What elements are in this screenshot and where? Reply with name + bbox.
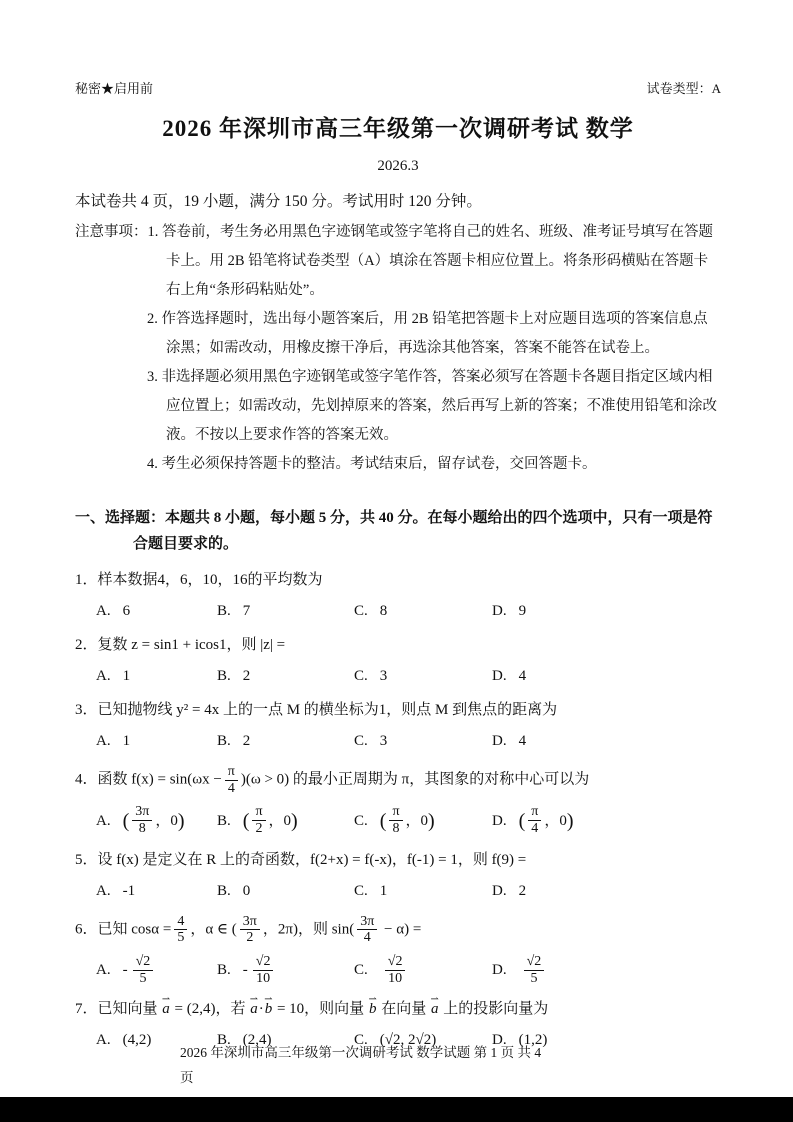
option-sign: - bbox=[242, 962, 248, 979]
option-a bbox=[96, 804, 217, 836]
fraction-denominator: 4 bbox=[363, 930, 371, 946]
stem-text: 6．已知 cosα = bbox=[75, 921, 172, 938]
option-value: (2,4) bbox=[242, 1032, 272, 1049]
option-label: C. bbox=[354, 812, 368, 829]
option-label: D. bbox=[492, 668, 507, 684]
notice-item-2: 2. 作答选择题时，选出每小题答案后，用 2B 铅笔把答题卡上对应题目选项的答案信息点涂黑；如需改动，用橡皮擦干净后，再选涂其他答案，答案不能答在试卷上。 bbox=[147, 311, 708, 356]
notice-item-4: 4. 考生必须保持答题卡的整洁。考试结束后，留存试卷，交回答题卡。 bbox=[147, 456, 597, 472]
fraction-denominator: 5 bbox=[530, 970, 538, 986]
option-label: C. bbox=[354, 962, 368, 979]
option-suffix: ，0 bbox=[268, 812, 292, 829]
section-heading: 一、选择题：本题共 8 小题，每小题 5 分，共 40 分。在每小题给出的四个选项中，只有一项是符合题目要求的。 bbox=[75, 510, 713, 552]
option-label: B. bbox=[217, 733, 231, 749]
fraction bbox=[225, 764, 238, 796]
vector-b: ⇀ b bbox=[369, 998, 377, 1021]
question-6-options bbox=[75, 954, 721, 986]
notice-item-1 bbox=[75, 218, 721, 305]
option-d bbox=[492, 665, 526, 687]
option-label: A. bbox=[96, 603, 111, 619]
fraction-denominator: 5 bbox=[139, 970, 147, 986]
fraction-numerator: π bbox=[389, 804, 402, 821]
question-4-stem bbox=[75, 764, 721, 796]
option-value: 3 bbox=[379, 668, 388, 684]
footer-line-2: 页 bbox=[180, 1070, 194, 1085]
option-b bbox=[217, 804, 354, 836]
close-paren: ) bbox=[566, 809, 574, 832]
question-4-options bbox=[75, 804, 721, 836]
option-label: D. bbox=[492, 882, 507, 899]
fraction bbox=[524, 954, 545, 986]
question-7-stem bbox=[75, 998, 721, 1021]
fraction-numerator: √2 bbox=[385, 954, 406, 971]
option-label: B. bbox=[217, 668, 231, 684]
question-2-options bbox=[75, 665, 721, 687]
fraction bbox=[528, 804, 541, 836]
open-paren: ( bbox=[518, 809, 526, 832]
stem-text: )(ω > 0) 的最小正周期为 π，其图象的对称中心可以为 bbox=[240, 771, 590, 788]
option-c bbox=[354, 880, 492, 902]
question-1 bbox=[75, 569, 721, 622]
fraction-denominator: 2 bbox=[255, 821, 263, 837]
option-value: 4 bbox=[518, 668, 527, 684]
fraction-numerator: π bbox=[225, 764, 238, 781]
fraction-denominator: 8 bbox=[392, 821, 400, 837]
security-label: 秘密★启用前 bbox=[75, 81, 154, 96]
option-suffix: ，0 bbox=[155, 812, 178, 829]
option-label: D. bbox=[492, 733, 507, 749]
fraction-denominator: 10 bbox=[256, 970, 271, 986]
option-label: D. bbox=[492, 603, 507, 619]
close-paren: ) bbox=[177, 809, 185, 832]
option-value: 1 bbox=[122, 668, 131, 684]
option-value: 4 bbox=[518, 733, 527, 749]
fraction-denominator: 4 bbox=[227, 780, 235, 796]
option-value: 0 bbox=[242, 882, 251, 899]
option-d bbox=[492, 880, 526, 902]
fraction-denominator: 5 bbox=[177, 930, 185, 946]
option-label: D. bbox=[492, 812, 507, 829]
fraction-numerator: 3π bbox=[357, 914, 377, 931]
question-2-stem: 2．复数 z = sin1 + icos1，则 |z| = bbox=[75, 637, 286, 653]
option-b bbox=[217, 600, 354, 622]
fraction-numerator: 3π bbox=[240, 914, 260, 931]
stem-text: 上的投影向量为 bbox=[439, 1001, 549, 1018]
option-a bbox=[96, 600, 217, 622]
notice-label: 注意事项： bbox=[75, 224, 148, 240]
vector-a: ⇀ a bbox=[250, 998, 258, 1021]
exam-date: 2026.3 bbox=[377, 158, 419, 174]
question-5-options bbox=[75, 880, 721, 902]
question-5-stem: 5．设 f(x) 是定义在 R 上的奇函数，f(2+x) = f(-x)，f(-1) = 1，则 f(9) = bbox=[75, 851, 527, 868]
stem-text: = 10，则向量 bbox=[273, 1001, 368, 1018]
option-value: 7 bbox=[242, 603, 251, 619]
option-a bbox=[96, 730, 217, 752]
notice-section bbox=[75, 218, 721, 479]
option-label: C. bbox=[354, 733, 368, 749]
option-label: B. bbox=[217, 812, 231, 829]
close-paren: ) bbox=[291, 809, 298, 832]
stem-text: − α) = bbox=[380, 921, 422, 938]
open-paren: ( bbox=[122, 809, 130, 832]
fraction bbox=[385, 954, 406, 986]
fraction-numerator: √2 bbox=[253, 954, 274, 971]
fraction-denominator: 4 bbox=[531, 821, 539, 837]
stem-text: ，2π)，则 sin( bbox=[262, 921, 355, 938]
footer-line-1: 2026 年深圳市高三年级第一次调研考试 数学试题 第 1 页 共 4 bbox=[180, 1045, 542, 1060]
option-value: (√2, 2√2) bbox=[379, 1032, 437, 1049]
option-d bbox=[492, 954, 547, 986]
question-6-stem bbox=[75, 914, 721, 946]
option-label: B. bbox=[217, 1032, 231, 1049]
option-c bbox=[354, 954, 492, 986]
dot-operator: · bbox=[258, 1001, 264, 1018]
close-paren: ) bbox=[428, 809, 435, 832]
option-label: C. bbox=[354, 668, 368, 684]
stem-text: 7．已知向量 bbox=[75, 1001, 162, 1018]
option-value: 2 bbox=[242, 668, 251, 684]
fraction-numerator: √2 bbox=[133, 954, 154, 971]
notice-item-3: 3. 非选择题必须用黑色字迹钢笔或签字笔作答，答案必须写在答题卡各题目指定区域内相应位置上；如需改动，先划掉原来的答案，然后再写上新的答案；不准使用铅笔和涂改液。不按以上要求作答的答案无效。 bbox=[147, 369, 717, 443]
option-b bbox=[217, 880, 354, 902]
fraction bbox=[252, 804, 265, 836]
option-value: (1,2) bbox=[518, 1032, 548, 1049]
vector-b: ⇀ b bbox=[265, 998, 273, 1021]
option-label: A. bbox=[96, 812, 111, 829]
option-label: D. bbox=[492, 962, 507, 979]
vector-a: ⇀ a bbox=[431, 998, 439, 1021]
option-value: 1 bbox=[122, 733, 131, 749]
paper-type-label: 试卷类型：A bbox=[646, 81, 721, 96]
option-b bbox=[217, 954, 354, 986]
option-label: C. bbox=[354, 1032, 368, 1049]
question-1-stem: 1．样本数据4，6，10，16的平均数为 bbox=[75, 572, 323, 588]
option-b bbox=[217, 730, 354, 752]
exam-summary: 本试卷共 4 页，19 小题，满分 150 分。考试用时 120 分钟。 bbox=[75, 193, 482, 210]
exam-title: 2026 年深圳市高三年级第一次调研考试 数学 bbox=[162, 116, 634, 141]
question-4 bbox=[75, 764, 721, 837]
question-3-stem: 3．已知抛物线 y² = 4x 上的一点 M 的横坐标为1，则点 M 到焦点的距离为 bbox=[75, 702, 558, 718]
option-suffix: ，0 bbox=[544, 812, 567, 829]
option-value: 3 bbox=[379, 733, 388, 749]
option-label: C. bbox=[354, 882, 368, 899]
fraction-denominator: 10 bbox=[388, 970, 403, 986]
option-value: 9 bbox=[518, 603, 527, 619]
option-value: 8 bbox=[379, 603, 388, 619]
fraction-denominator: 2 bbox=[246, 930, 254, 946]
question-6 bbox=[75, 914, 721, 987]
fraction-numerator: π bbox=[528, 804, 541, 821]
stem-text: = (2,4)，若 bbox=[170, 1001, 250, 1018]
option-value: -1 bbox=[122, 882, 136, 899]
option-a bbox=[96, 954, 217, 986]
bottom-bar bbox=[0, 1097, 793, 1122]
option-a bbox=[96, 665, 217, 687]
option-c bbox=[354, 730, 492, 752]
stem-text: 在向量 bbox=[377, 1001, 430, 1018]
option-label: A. bbox=[96, 668, 111, 684]
option-value: 1 bbox=[379, 882, 388, 899]
fraction bbox=[357, 914, 377, 946]
option-label: A. bbox=[96, 882, 111, 899]
fraction-numerator: √2 bbox=[524, 954, 545, 971]
question-3 bbox=[75, 699, 721, 752]
fraction bbox=[133, 954, 154, 986]
option-value: 6 bbox=[122, 603, 131, 619]
option-c bbox=[354, 804, 492, 836]
fraction bbox=[132, 804, 152, 836]
stem-text: ，α ∈ ( bbox=[190, 921, 237, 938]
fraction-numerator: π bbox=[252, 804, 265, 821]
option-value: 2 bbox=[242, 733, 251, 749]
question-3-options bbox=[75, 730, 721, 752]
option-label: B. bbox=[217, 603, 231, 619]
fraction-denominator: 8 bbox=[138, 821, 146, 837]
option-label: C. bbox=[354, 603, 368, 619]
option-label: D. bbox=[492, 1032, 507, 1049]
option-label: B. bbox=[217, 962, 231, 979]
option-label: A. bbox=[96, 733, 111, 749]
stem-text: 4．函数 f(x) = sin(ωx − bbox=[75, 771, 222, 788]
question-1-options bbox=[75, 600, 721, 622]
fraction bbox=[389, 804, 402, 836]
option-d bbox=[492, 804, 574, 836]
option-b bbox=[217, 665, 354, 687]
fraction-numerator: 4 bbox=[174, 914, 187, 931]
option-suffix: ，0 bbox=[405, 812, 429, 829]
fraction bbox=[174, 914, 187, 946]
notice-text: 1. 答卷前，考生务必用黑色字迹钢笔或签字笔将自己的姓名、班级、准考证号填写在答题卡上。用 2B 铅笔将试卷类型（A）填涂在答题卡相应位置上。将条形码横贴在答题卡右上角“条形码粘贴处”。 bbox=[147, 224, 713, 298]
open-paren: ( bbox=[242, 809, 250, 832]
page-footer bbox=[180, 1040, 610, 1090]
option-c bbox=[354, 600, 492, 622]
fraction bbox=[253, 954, 274, 986]
option-c bbox=[354, 665, 492, 687]
open-paren: ( bbox=[379, 809, 387, 832]
question-2 bbox=[75, 634, 721, 687]
option-label: A. bbox=[96, 1032, 111, 1049]
option-d bbox=[492, 600, 526, 622]
page-header bbox=[75, 78, 721, 97]
option-value: 2 bbox=[518, 882, 527, 899]
option-a bbox=[96, 880, 217, 902]
fraction-numerator: 3π bbox=[132, 804, 152, 821]
option-sign: - bbox=[122, 962, 128, 979]
question-5 bbox=[75, 849, 721, 902]
option-label: A. bbox=[96, 962, 111, 979]
fraction bbox=[240, 914, 260, 946]
vector-a: ⇀ a bbox=[162, 998, 170, 1021]
option-d bbox=[492, 730, 526, 752]
option-value: (4,2) bbox=[122, 1032, 152, 1049]
option-label: B. bbox=[217, 882, 231, 899]
